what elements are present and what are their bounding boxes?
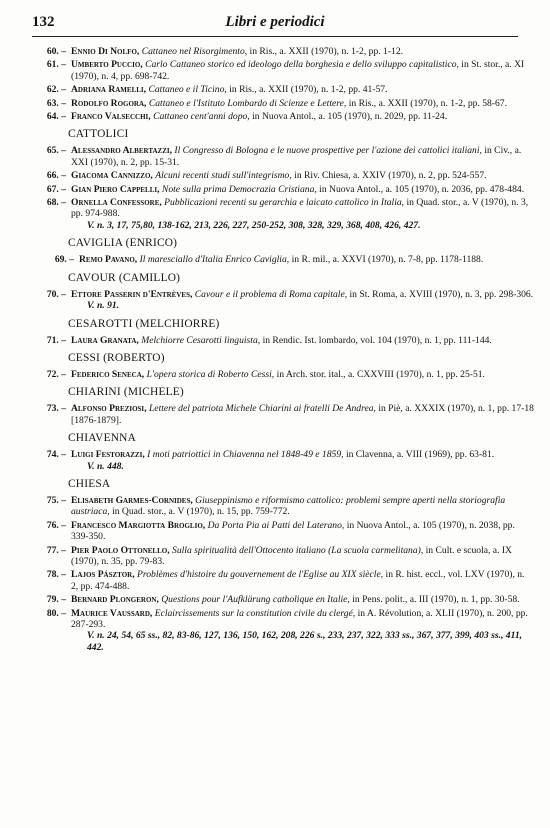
entry-author: Maurice Vaussard, [71, 607, 153, 619]
entry-number: 76. – [46, 519, 66, 531]
entry-citation: in Clavenna, a. VIII (1969), pp. 63-81. [345, 449, 495, 461]
entry-text [71, 369, 534, 380]
entry-author: Bernard Plongeron, [71, 594, 159, 606]
entry-author: Giacoma Cannizzo, [71, 170, 153, 182]
bibliography-entry [32, 46, 534, 57]
entry-citation: in R. hist. eccl., vol. LXV (1970), n. 2, pp. 474-488. [71, 569, 525, 592]
bibliography-entry [32, 59, 534, 82]
cross-reference: V. n. 24, 54, 65 ss., 82, 83-86, 127, 136, 150, 162, 208, 226 s., 233, 237, 322, 333 ss., 367, 377, 399, 403 ss., 411, 442. [87, 630, 523, 653]
entry-title: Eclaircissements sur la constitution civile du clergé, [154, 607, 356, 619]
entry-title: Cattaneo e l'Istituto Lombardo di Scienze e Lettere, [148, 97, 347, 109]
entry-text [71, 46, 534, 57]
entry-author: Laura Granata, [71, 334, 139, 346]
entry-text [71, 569, 534, 592]
entry-citation: in Ris., a. XXII (1970), n. 1-2, pp. 1-12. [249, 46, 404, 57]
entry-title: Giuseppinismo e riformismo cattolico: problemi sempre aperti nella storiografia austriaca, [71, 494, 506, 518]
entry-text [71, 111, 534, 122]
section-heading: CHIAVENNA [68, 432, 137, 445]
entry-number: 61. – [46, 59, 66, 71]
bibliography-entry [32, 254, 534, 265]
bibliography-entry [32, 184, 534, 195]
entry-number: 69. – [54, 254, 74, 266]
entry-number: 63. – [46, 97, 66, 109]
entry-number: 80. – [46, 607, 66, 619]
entry-citation: in St. Roma, a. XVIII (1970), n. 3, pp. 298-306. [349, 288, 534, 300]
entry-author: Elisabeth Garmes-Cornides, [71, 494, 193, 506]
entry-text [71, 335, 534, 346]
entry-title: Il maresciallo d'Italia Enrico Caviglia, [139, 254, 290, 266]
entry-title: Sulla spiritualità dell'Ottocento italiano (La scuola carmelitana), [172, 544, 424, 556]
entry-number: 74. – [46, 449, 66, 461]
entry-number: 62. – [46, 84, 66, 96]
entry-text [71, 289, 534, 312]
entry-author: Federico Seneca, [71, 368, 145, 380]
entry-author: Ennio Di Nolfo, [71, 46, 140, 57]
section-heading: CHIARINI (MICHELE) [68, 386, 184, 399]
entry-text [71, 197, 534, 231]
entry-author: Alfonso Preziosi, [71, 403, 147, 415]
entry-citation: in Nuova Antol., a. 105 (1970), n. 2029, pp. 11-24. [252, 111, 448, 123]
page-number: 132 [32, 14, 55, 30]
entry-number: 73. – [46, 403, 66, 415]
entry-citation: in Quad. stor., a. V (1970), n. 15, pp. 759-772. [112, 506, 290, 518]
section-heading: CAVIGLIA (ENRICO) [68, 237, 178, 250]
entry-author: Rodolfo Rogora, [71, 97, 147, 109]
bibliography-entry [32, 403, 534, 426]
entry-text [71, 170, 534, 181]
entry-citation: in Civ., a. XXI (1970), n. 2, pp. 15-31. [71, 145, 522, 168]
entry-number: 71. – [46, 334, 66, 346]
entry-text [71, 84, 534, 95]
cross-reference: V. n. 91. [87, 300, 120, 312]
entry-title: Il Congresso di Bologna e le nuove prospettive per l'azione dei cattolici italiani, [174, 145, 482, 157]
entry-number: 64. – [46, 111, 66, 123]
cross-reference: V. n. 448. [87, 460, 124, 472]
entry-citation: in R. mil., a. XXVI (1970), n. 7-8, pp. 1178-1188. [291, 254, 484, 266]
entry-number: 60. – [46, 46, 66, 57]
entry-text [71, 594, 534, 605]
entry-number: 68. – [46, 197, 66, 209]
bibliography-entry [32, 197, 534, 231]
entry-title: Cavour e il problema di Roma capitale, [194, 288, 348, 300]
entry-number: 67. – [46, 183, 66, 195]
entry-citation: in Nuova Antol., a. 105 (1970), n. 2038, pp. 339-350. [71, 519, 515, 543]
entry-number: 79. – [46, 594, 66, 606]
bibliography-entry [32, 84, 534, 95]
bibliography-entry [32, 369, 534, 380]
entry-text [71, 608, 534, 654]
bibliography-entry [32, 145, 534, 168]
entry-text [71, 449, 534, 472]
entry-number: 77. – [46, 544, 66, 556]
section-heading: CAVOUR (CAMILLO) [68, 271, 181, 284]
page-header [32, 14, 518, 37]
bibliography-list [32, 46, 534, 655]
entry-title: Carlo Cattaneo storico ed ideologo della borghesia e dello sviluppo capitalistico, [145, 59, 459, 71]
entry-citation: in Riv. Chiesa, a. XXIV (1970), n. 2, pp. 524-557. [294, 170, 487, 182]
entry-citation: in Ris., a. XXII (1970), n. 1-2, pp. 41-57. [229, 84, 388, 96]
bibliography-entry [32, 111, 534, 122]
entry-title: L'opera storica di Roberto Cessi, [146, 368, 275, 380]
entry-title: Melchiorre Cesarotti linguista, [141, 334, 261, 346]
entry-citation: in Arch. stor. ital., a. CXXVIII (1970), n. 1, pp. 25-51. [276, 368, 485, 380]
entry-author: Remo Pavano, [79, 254, 138, 266]
entry-title: Cattaneo nel Risorgimento, [141, 46, 248, 57]
bibliography-entry [32, 608, 534, 654]
entry-title: Cattaneo cent'anni dopo, [153, 111, 250, 123]
bibliography-entry [32, 495, 534, 518]
entry-text [71, 184, 534, 195]
bibliography-entry [32, 98, 534, 109]
entry-citation: in Pens. polit., a. III (1970), n. 1, pp. 30-58. [352, 594, 520, 606]
entry-text [71, 59, 534, 82]
entry-author: Ettore Passerin d'Entrèves, [71, 288, 193, 300]
bibliography-entry [32, 545, 534, 568]
entry-text [79, 254, 534, 265]
bibliography-entry [32, 569, 534, 592]
entry-title: Questions pour l'Aufklärung catholique en Italie, [161, 594, 350, 606]
running-title: Libri e periodici [225, 14, 325, 30]
entry-author: Pier Paolo Ottonello, [71, 544, 170, 556]
entry-number: 66. – [46, 170, 66, 182]
entry-author: Ornella Confessore, [71, 197, 162, 209]
entry-title: Pubblicazioni recenti su gerarchia e laicato cattolico in Italia, [164, 197, 405, 209]
entry-title: Alcuni recenti studi sull'integrismo, [155, 170, 292, 182]
section-heading: CHIESA [68, 477, 111, 490]
entry-number: 78. – [46, 569, 66, 581]
bibliography-entry [32, 335, 534, 346]
entry-author: Francesco Margiotta Broglio, [71, 519, 206, 531]
entry-author: Franco Valsecchi, [71, 111, 151, 123]
entry-citation: in A. Révolution, a. XLII (1970), n. 200, pp. 287-293. [71, 607, 528, 630]
entry-text [71, 145, 534, 168]
entry-author: Lajos Pásztor, [71, 569, 135, 581]
entry-number: 65. – [46, 145, 66, 157]
section-heading: CATTOLICI [68, 128, 129, 141]
entry-title: Cattaneo e il Ticino, [148, 84, 227, 96]
bibliography-entry [32, 449, 534, 472]
entry-number: 75. – [46, 494, 66, 506]
entry-author: Gian Piero Cappelli, [71, 183, 160, 195]
entry-title: Lettere del patriota Michele Chiarini ai fratelli De Andrea, [148, 403, 376, 415]
entry-title: Problèmes d'histoire du gouvernement de l'Eglise au XIX siècle, [137, 569, 384, 581]
bibliography-entry [32, 594, 534, 605]
entry-text [71, 545, 534, 568]
entry-author: Umberto Puccio, [71, 59, 143, 71]
entry-author: Alessandro Albertazzi, [71, 145, 172, 157]
entry-text [71, 403, 534, 426]
entry-citation: in Piè, a. XXXIX (1970), n. 1, pp. 17-18 [1876-1879]. [71, 403, 534, 426]
entry-author: Adriana Ramelli, [71, 84, 147, 96]
bibliography-entry [32, 520, 534, 543]
entry-title: Da Porta Pia ai Patti del Laterano, [207, 519, 345, 531]
section-heading: CESSI (ROBERTO) [68, 351, 165, 364]
entry-author: Luigi Festorazzi, [71, 449, 145, 461]
entry-citation: in St. stor., a. XI (1970), n. 4, pp. 698-742. [71, 59, 525, 82]
entry-number: 70. – [46, 288, 66, 300]
entry-citation: in Nuova Antol., a. 105 (1970), n. 2036, pp. 478-484. [319, 183, 525, 195]
entry-citation: in Rendic. Ist. lombardo, vol. 104 (1970), n. 1, pp. 111-144. [262, 334, 492, 346]
entry-title: I moti patriottici in Chiavenna nel 1848-49 e 1859, [147, 449, 344, 461]
entry-text [71, 98, 534, 109]
bibliography-entry [32, 289, 534, 312]
cross-reference: V. n. 3, 17, 75,80, 138-162, 213, 226, 227, 250-252, 308, 328, 329, 368, 408, 426, 427. [87, 219, 421, 231]
entry-text [71, 495, 534, 518]
entry-number: 72. – [46, 368, 66, 380]
entry-citation: in Cult. e scuola, a. IX (1970), n. 35, pp. 79-83. [71, 544, 512, 567]
section-heading: CESAROTTI (MELCHIORRE) [68, 317, 220, 330]
entry-citation: in Ris., a. XXII (1970), n. 1-2, pp. 58-67. [348, 97, 507, 109]
entry-title: Note sulla prima Democrazia Cristiana, [161, 183, 317, 195]
bibliography-entry [32, 170, 534, 181]
entry-text [71, 520, 534, 543]
entry-citation: in Quad. stor., a. V (1970), n. 3, pp. 974-988. [71, 197, 529, 220]
